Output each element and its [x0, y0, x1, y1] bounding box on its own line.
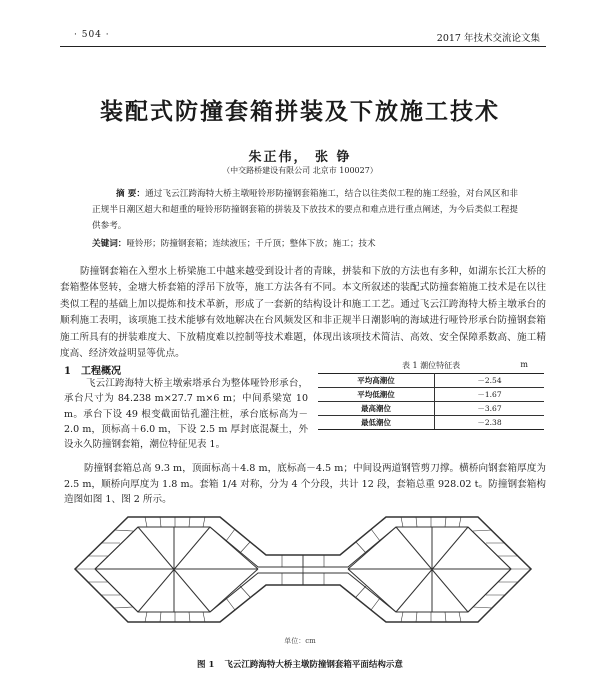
caisson-description-paragraph: 防撞钢套箱总高 9.3 m，顶面标高＋4.8 m，底标高－4.5 m；中间设两道钢管剪刀撑。横桥向钢套箱厚度为 2.5 m，顺桥向厚度为 1.8 m。套箱 1/4 对称，分为 4 个分段，共计 12 段，套箱总重 928.02 t。防撞钢套箱构造图如图 1、图 2 所示。	[64, 463, 546, 505]
intro-paragraph: 防撞钢套箱在入塑水上桥梁施工中越来越受到设计者的青睐，拼装和下放的方法也有多种，如湖东长江大桥的套箱整体竖转，金塘大桥套箱的浮吊下放等，施工方法各有不同。本文所叙述的装配式防撞套箱施工技术是在以往类似工程的基础上加以提炼和技术革新，形成了一套新的结构设计和施工工艺。通过飞云江跨海特大桥主墩承台的顺利施工表明，该项施工技术能够有效地解决在台风频发区和非正规半日潮影响的海域进行哑铃形承台防撞钢套箱施工所具有的拼装难度大、下放精度难以控制等技术难题，体现出该项技术简洁、高效、安全保障系数高、施工精度高、经济效益明显等优点。	[60, 266, 546, 360]
project-overview-paragraph: 飞云江跨海特大桥主墩索塔承台为整体哑铃形承台，承台尺寸为 84.238 m×27.7 m×6 m；中间系梁宽 10 m。承台下设 49 根变截面钻孔灌注桩，承台底标高为－2.0 m，顶标高＋6.0 m，下设 2.5 m 厚封底混凝土，外设永久防撞钢套箱，潮位特征见表 1。	[64, 378, 308, 451]
table-row	[318, 416, 544, 430]
table-cell-label: 平均低潮位	[318, 388, 435, 402]
section-title: 工程概况	[80, 366, 121, 377]
keywords-text: 哑铃形；防撞钢套箱；连续液压；千斤顶；整体下放；施工；技术	[126, 239, 376, 249]
figure-caption	[0, 658, 600, 670]
table-row	[318, 374, 544, 388]
table-unit: m	[520, 360, 528, 369]
table-caption: 表 1 潮位特征表	[402, 361, 461, 370]
abstract-text: 通过飞云江跨海特大桥主墩哑铃形防撞钢套箱施工，结合以往类似工程的施工经验，对台风区和非正规半日潮区超大和超重的哑铃形防撞钢套箱的拼装及下放技术的要点和难点进行重点阐述，为今后类似工程提供参考。	[92, 189, 518, 231]
figure-unit-label: 单位：cm	[284, 637, 316, 645]
journal-title: 2017 年技术交流论文集	[436, 33, 540, 44]
affiliation: （中交路桥建设有限公司 北京市 100027）	[222, 166, 378, 175]
table-cell-value: －3.67	[435, 402, 545, 416]
table-cell-label: 最高潮位	[318, 402, 435, 416]
table-cell-value: －2.54	[435, 374, 545, 388]
keywords	[92, 236, 518, 252]
figure-caption-text: 飞云江跨海特大桥主墩防撞钢套箱平面结构示意	[224, 660, 403, 670]
section-number: 1	[64, 366, 71, 377]
paper-title: 装配式防撞套箱拼装及下放施工技术	[100, 98, 500, 125]
header-rule	[60, 46, 546, 47]
table-cell-value: －1.67	[435, 388, 545, 402]
section-heading	[64, 362, 121, 377]
table-cell-label: 最低潮位	[318, 416, 435, 430]
table-row	[318, 402, 544, 416]
table-cell-value: －2.38	[435, 416, 545, 430]
left-bracing	[95, 527, 258, 612]
figure-number: 图 1	[197, 660, 215, 670]
keywords-label: 关键词：	[92, 239, 127, 249]
caisson-plan-drawing	[60, 505, 546, 635]
abstract	[92, 186, 518, 234]
authors: 朱正伟， 张 铮	[248, 150, 352, 165]
table-row	[318, 388, 544, 402]
table-cell-label: 平均高潮位	[318, 374, 435, 388]
tide-table	[318, 373, 544, 430]
page-number: · 504 ·	[74, 30, 110, 40]
abstract-label: 摘 要：	[116, 189, 146, 199]
right-bracing	[348, 527, 511, 612]
